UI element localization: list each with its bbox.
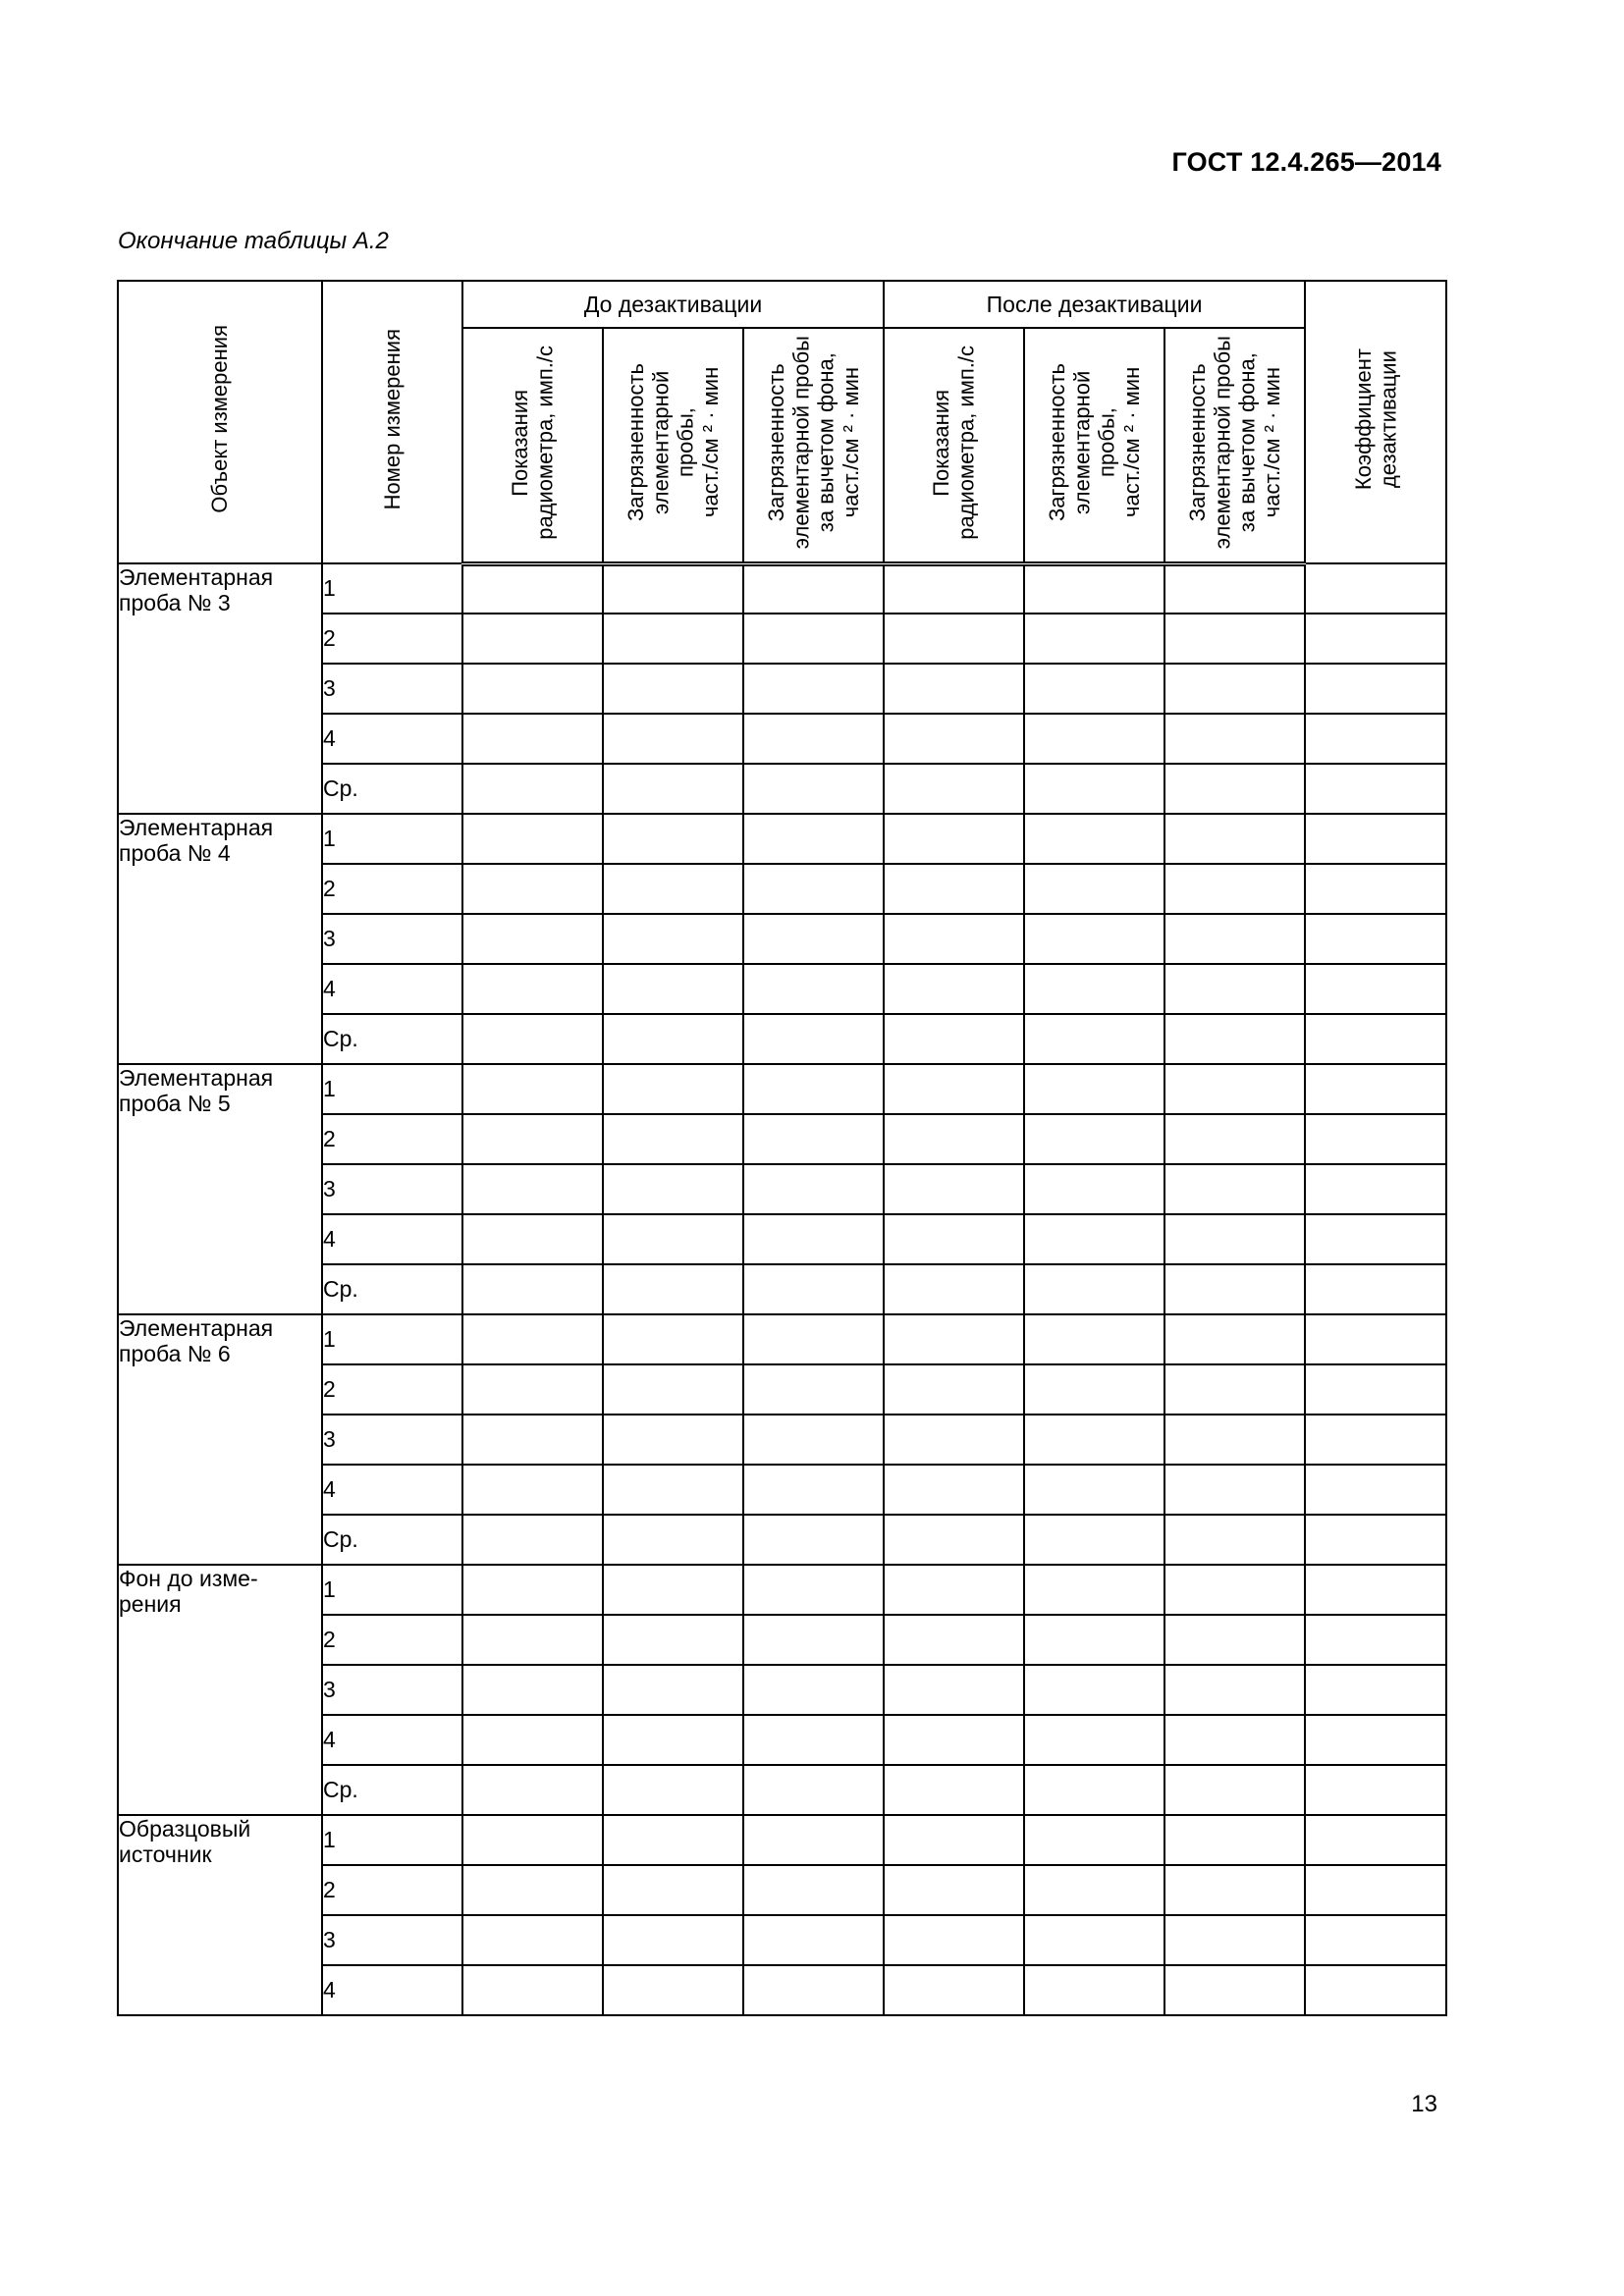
document-code: ГОСТ 12.4.265—2014 — [1171, 147, 1441, 177]
empty-value-cell — [1305, 1214, 1446, 1264]
empty-value-cell — [603, 1264, 743, 1314]
empty-value-cell — [1024, 714, 1164, 764]
empty-value-cell — [743, 1164, 884, 1214]
empty-value-cell — [462, 1615, 603, 1665]
measurement-number-cell: Ср. — [322, 1765, 462, 1815]
measurement-number-cell: 4 — [322, 964, 462, 1014]
empty-value-cell — [1305, 1465, 1446, 1515]
measurement-number-cell: 2 — [322, 1364, 462, 1415]
empty-value-cell — [1024, 1715, 1164, 1765]
measurement-number-cell: 3 — [322, 1665, 462, 1715]
empty-value-cell — [1305, 764, 1446, 814]
empty-value-cell — [1164, 563, 1305, 614]
empty-value-cell — [603, 1064, 743, 1114]
empty-value-cell — [603, 614, 743, 664]
empty-value-cell — [1305, 964, 1446, 1014]
header-before-group: До дезактивации — [462, 281, 884, 328]
empty-value-cell — [603, 714, 743, 764]
measurement-number-cell: 2 — [322, 614, 462, 664]
empty-value-cell — [603, 814, 743, 864]
empty-value-cell — [603, 1615, 743, 1665]
empty-value-cell — [884, 814, 1024, 864]
empty-value-cell — [884, 864, 1024, 914]
measurement-number-cell: 4 — [322, 1965, 462, 2015]
empty-value-cell — [743, 1264, 884, 1314]
empty-value-cell — [603, 1014, 743, 1064]
empty-value-cell — [884, 1164, 1024, 1214]
empty-value-cell — [1024, 563, 1164, 614]
empty-value-cell — [1164, 1114, 1305, 1164]
empty-value-cell — [743, 714, 884, 764]
empty-value-cell — [1164, 1364, 1305, 1415]
table-row — [118, 814, 1446, 864]
empty-value-cell — [743, 1465, 884, 1515]
empty-value-cell — [603, 1565, 743, 1615]
empty-value-cell — [743, 1915, 884, 1965]
empty-value-cell — [1164, 1765, 1305, 1815]
measurement-number-cell: 3 — [322, 914, 462, 964]
empty-value-cell — [884, 1565, 1024, 1615]
header-before-contamination: Загрязненность элементарной пробы, част./см ² · мин — [603, 328, 743, 563]
empty-value-cell — [603, 1865, 743, 1915]
empty-value-cell — [462, 914, 603, 964]
empty-value-cell — [462, 714, 603, 764]
empty-value-cell — [1305, 1415, 1446, 1465]
empty-value-cell — [1024, 1565, 1164, 1615]
empty-value-cell — [1164, 1665, 1305, 1715]
empty-value-cell — [1164, 764, 1305, 814]
empty-value-cell — [1024, 764, 1164, 814]
object-cell: Элементарная проба № 5 — [118, 1064, 322, 1314]
empty-value-cell — [743, 1515, 884, 1565]
empty-value-cell — [1305, 1815, 1446, 1865]
measurement-number-cell: 1 — [322, 1565, 462, 1615]
table-body — [118, 563, 1446, 2015]
object-cell: Образцовый источник — [118, 1815, 322, 2015]
empty-value-cell — [603, 1364, 743, 1415]
empty-value-cell — [884, 1915, 1024, 1965]
empty-value-cell — [743, 764, 884, 814]
empty-value-cell — [462, 764, 603, 814]
empty-value-cell — [884, 1014, 1024, 1064]
empty-value-cell — [743, 1765, 884, 1815]
measurement-number-cell: 3 — [322, 1915, 462, 1965]
measurement-number-cell: 4 — [322, 1465, 462, 1515]
empty-value-cell — [884, 964, 1024, 1014]
empty-value-cell — [462, 1865, 603, 1915]
empty-value-cell — [462, 1064, 603, 1114]
empty-value-cell — [1024, 1114, 1164, 1164]
empty-value-cell — [884, 1815, 1024, 1865]
empty-value-cell — [1164, 1715, 1305, 1765]
empty-value-cell — [462, 1415, 603, 1465]
empty-value-cell — [1024, 1615, 1164, 1665]
measurement-number-cell: 2 — [322, 1114, 462, 1164]
empty-value-cell — [884, 1515, 1024, 1565]
empty-value-cell — [743, 1565, 884, 1615]
empty-value-cell — [884, 1615, 1024, 1665]
empty-value-cell — [884, 1715, 1024, 1765]
empty-value-cell — [1164, 1164, 1305, 1214]
empty-value-cell — [462, 1565, 603, 1615]
empty-value-cell — [1305, 614, 1446, 664]
empty-value-cell — [1164, 1615, 1305, 1665]
empty-value-cell — [743, 914, 884, 964]
empty-value-cell — [603, 1164, 743, 1214]
empty-value-cell — [603, 1765, 743, 1815]
empty-value-cell — [1024, 1865, 1164, 1915]
measurement-table — [117, 280, 1447, 2016]
empty-value-cell — [1305, 864, 1446, 914]
empty-value-cell — [462, 1164, 603, 1214]
empty-value-cell — [603, 1665, 743, 1715]
empty-value-cell — [1305, 1164, 1446, 1214]
measurement-number-cell: 3 — [322, 1164, 462, 1214]
empty-value-cell — [1024, 1665, 1164, 1715]
empty-value-cell — [1305, 1314, 1446, 1364]
empty-value-cell — [1305, 1915, 1446, 1965]
table-row — [118, 1815, 1446, 1865]
empty-value-cell — [1024, 664, 1164, 714]
empty-value-cell — [603, 1314, 743, 1364]
empty-value-cell — [462, 964, 603, 1014]
empty-value-cell — [884, 563, 1024, 614]
empty-value-cell — [462, 1815, 603, 1865]
empty-value-cell — [1164, 1415, 1305, 1465]
empty-value-cell — [1024, 1815, 1164, 1865]
empty-value-cell — [1024, 1364, 1164, 1415]
empty-value-cell — [1164, 1314, 1305, 1364]
empty-value-cell — [1024, 1164, 1164, 1214]
object-cell: Элементарная проба № 3 — [118, 563, 322, 814]
empty-value-cell — [603, 1214, 743, 1264]
empty-value-cell — [743, 1715, 884, 1765]
measurement-number-cell: 4 — [322, 1214, 462, 1264]
empty-value-cell — [1164, 1565, 1305, 1615]
measurement-number-cell: 1 — [322, 814, 462, 864]
empty-value-cell — [884, 764, 1024, 814]
empty-value-cell — [462, 864, 603, 914]
empty-value-cell — [884, 1765, 1024, 1815]
empty-value-cell — [1305, 664, 1446, 714]
empty-value-cell — [603, 563, 743, 614]
empty-value-cell — [462, 1264, 603, 1314]
empty-value-cell — [1164, 914, 1305, 964]
empty-value-cell — [743, 1364, 884, 1415]
empty-value-cell — [1024, 1064, 1164, 1114]
empty-value-cell — [1305, 1665, 1446, 1715]
empty-value-cell — [1024, 1415, 1164, 1465]
empty-value-cell — [743, 1114, 884, 1164]
empty-value-cell — [743, 1014, 884, 1064]
empty-value-cell — [884, 1865, 1024, 1915]
empty-value-cell — [1305, 1114, 1446, 1164]
measurement-number-cell: 3 — [322, 664, 462, 714]
empty-value-cell — [462, 814, 603, 864]
empty-value-cell — [1024, 1915, 1164, 1965]
measurement-number-cell: Ср. — [322, 1264, 462, 1314]
table-row — [118, 563, 1446, 614]
empty-value-cell — [1164, 1264, 1305, 1314]
empty-value-cell — [1164, 1515, 1305, 1565]
empty-value-cell — [1164, 614, 1305, 664]
empty-value-cell — [1305, 1615, 1446, 1665]
empty-value-cell — [462, 1715, 603, 1765]
empty-value-cell — [743, 1865, 884, 1915]
empty-value-cell — [462, 563, 603, 614]
empty-value-cell — [1024, 1214, 1164, 1264]
object-cell: Элементарная проба № 6 — [118, 1314, 322, 1565]
object-cell: Элементарная проба № 4 — [118, 814, 322, 1064]
table-caption: Окончание таблицы А.2 — [118, 228, 389, 254]
empty-value-cell — [462, 1014, 603, 1064]
empty-value-cell — [462, 1915, 603, 1965]
empty-value-cell — [884, 1415, 1024, 1465]
empty-value-cell — [603, 664, 743, 714]
empty-value-cell — [1024, 1515, 1164, 1565]
measurement-number-cell: Ср. — [322, 764, 462, 814]
object-cell: Фон до изме- рения — [118, 1565, 322, 1815]
empty-value-cell — [462, 1364, 603, 1415]
empty-value-cell — [603, 1465, 743, 1515]
header-after-group: После дезактивации — [884, 281, 1305, 328]
measurement-number-cell: Ср. — [322, 1014, 462, 1064]
empty-value-cell — [743, 1064, 884, 1114]
empty-value-cell — [603, 864, 743, 914]
measurement-number-cell: 1 — [322, 1314, 462, 1364]
empty-value-cell — [603, 1515, 743, 1565]
empty-value-cell — [462, 1465, 603, 1515]
empty-value-cell — [1305, 1765, 1446, 1815]
empty-value-cell — [743, 964, 884, 1014]
empty-value-cell — [1305, 1865, 1446, 1915]
measurement-number-cell: 2 — [322, 1865, 462, 1915]
empty-value-cell — [884, 1364, 1024, 1415]
empty-value-cell — [1305, 1965, 1446, 2015]
empty-value-cell — [603, 1815, 743, 1865]
empty-value-cell — [603, 764, 743, 814]
empty-value-cell — [743, 1314, 884, 1364]
empty-value-cell — [884, 1314, 1024, 1364]
empty-value-cell — [1305, 814, 1446, 864]
empty-value-cell — [743, 1615, 884, 1665]
empty-value-cell — [603, 1114, 743, 1164]
empty-value-cell — [884, 1665, 1024, 1715]
empty-value-cell — [1164, 1064, 1305, 1114]
empty-value-cell — [884, 1114, 1024, 1164]
empty-value-cell — [1024, 864, 1164, 914]
empty-value-cell — [603, 914, 743, 964]
header-before-readings: Показания радиометра, имп./с — [462, 328, 603, 563]
empty-value-cell — [1164, 1965, 1305, 2015]
empty-value-cell — [884, 1465, 1024, 1515]
empty-value-cell — [743, 1965, 884, 2015]
empty-value-cell — [743, 864, 884, 914]
empty-value-cell — [884, 1064, 1024, 1114]
empty-value-cell — [603, 1915, 743, 1965]
empty-value-cell — [743, 1815, 884, 1865]
empty-value-cell — [884, 1214, 1024, 1264]
empty-value-cell — [743, 563, 884, 614]
empty-value-cell — [743, 814, 884, 864]
empty-value-cell — [1024, 964, 1164, 1014]
empty-value-cell — [462, 1214, 603, 1264]
measurement-number-cell: 2 — [322, 1615, 462, 1665]
empty-value-cell — [1024, 1965, 1164, 2015]
empty-value-cell — [1164, 1465, 1305, 1515]
measurement-number-cell: 4 — [322, 714, 462, 764]
empty-value-cell — [1164, 814, 1305, 864]
empty-value-cell — [1305, 1565, 1446, 1615]
measurement-number-cell: Ср. — [322, 1515, 462, 1565]
empty-value-cell — [884, 664, 1024, 714]
empty-value-cell — [1024, 1014, 1164, 1064]
empty-value-cell — [462, 1765, 603, 1815]
measurement-number-cell: 3 — [322, 1415, 462, 1465]
empty-value-cell — [743, 1214, 884, 1264]
empty-value-cell — [462, 1314, 603, 1364]
empty-value-cell — [1164, 1915, 1305, 1965]
empty-value-cell — [1024, 1465, 1164, 1515]
empty-value-cell — [1164, 1815, 1305, 1865]
empty-value-cell — [462, 1965, 603, 2015]
table-row — [118, 1314, 1446, 1364]
empty-value-cell — [1305, 1064, 1446, 1114]
empty-value-cell — [1024, 1314, 1164, 1364]
measurement-number-cell: 4 — [322, 1715, 462, 1765]
empty-value-cell — [462, 614, 603, 664]
header-after-net: Загрязненность элементарной пробы за вычетом фона, част./см ² · мин — [1164, 328, 1305, 563]
empty-value-cell — [1024, 614, 1164, 664]
empty-value-cell — [1164, 714, 1305, 764]
empty-value-cell — [1024, 1264, 1164, 1314]
empty-value-cell — [743, 1415, 884, 1465]
empty-value-cell — [1164, 1014, 1305, 1064]
empty-value-cell — [1305, 914, 1446, 964]
empty-value-cell — [1305, 1715, 1446, 1765]
empty-value-cell — [603, 1415, 743, 1465]
measurement-number-cell: 1 — [322, 563, 462, 614]
measurement-number-cell: 1 — [322, 1064, 462, 1114]
empty-value-cell — [1305, 1014, 1446, 1064]
empty-value-cell — [603, 1715, 743, 1765]
empty-value-cell — [1305, 1264, 1446, 1314]
measurement-number-cell: 2 — [322, 864, 462, 914]
empty-value-cell — [1164, 864, 1305, 914]
header-before-net: Загрязненность элементарной пробы за вычетом фона, част./см ² · мин — [743, 328, 884, 563]
table-row — [118, 1565, 1446, 1615]
empty-value-cell — [1024, 814, 1164, 864]
empty-value-cell — [1305, 1515, 1446, 1565]
empty-value-cell — [462, 1114, 603, 1164]
empty-value-cell — [1305, 563, 1446, 614]
empty-value-cell — [1305, 714, 1446, 764]
empty-value-cell — [743, 1665, 884, 1715]
empty-value-cell — [884, 1965, 1024, 2015]
empty-value-cell — [884, 1264, 1024, 1314]
empty-value-cell — [1305, 1364, 1446, 1415]
empty-value-cell — [884, 614, 1024, 664]
header-after-contamination: Загрязненность элементарной пробы, част./см ² · мин — [1024, 328, 1164, 563]
empty-value-cell — [1024, 914, 1164, 964]
empty-value-cell — [884, 714, 1024, 764]
header-number: Номер измерения — [322, 281, 462, 563]
header-after-readings: Показания радиометра, имп./с — [884, 328, 1024, 563]
empty-value-cell — [884, 914, 1024, 964]
empty-value-cell — [1164, 964, 1305, 1014]
empty-value-cell — [1024, 1765, 1164, 1815]
empty-value-cell — [743, 664, 884, 714]
empty-value-cell — [603, 1965, 743, 2015]
table-row — [118, 1064, 1446, 1114]
header-coefficient: Коэффициент дезактивации — [1305, 281, 1446, 563]
empty-value-cell — [462, 1665, 603, 1715]
empty-value-cell — [462, 664, 603, 714]
empty-value-cell — [603, 964, 743, 1014]
page-number: 13 — [1411, 2091, 1437, 2117]
empty-value-cell — [743, 614, 884, 664]
empty-value-cell — [1164, 1214, 1305, 1264]
empty-value-cell — [1164, 1865, 1305, 1915]
measurement-number-cell: 1 — [322, 1815, 462, 1865]
header-object: Объект измерения — [118, 281, 322, 563]
empty-value-cell — [462, 1515, 603, 1565]
empty-value-cell — [1164, 664, 1305, 714]
